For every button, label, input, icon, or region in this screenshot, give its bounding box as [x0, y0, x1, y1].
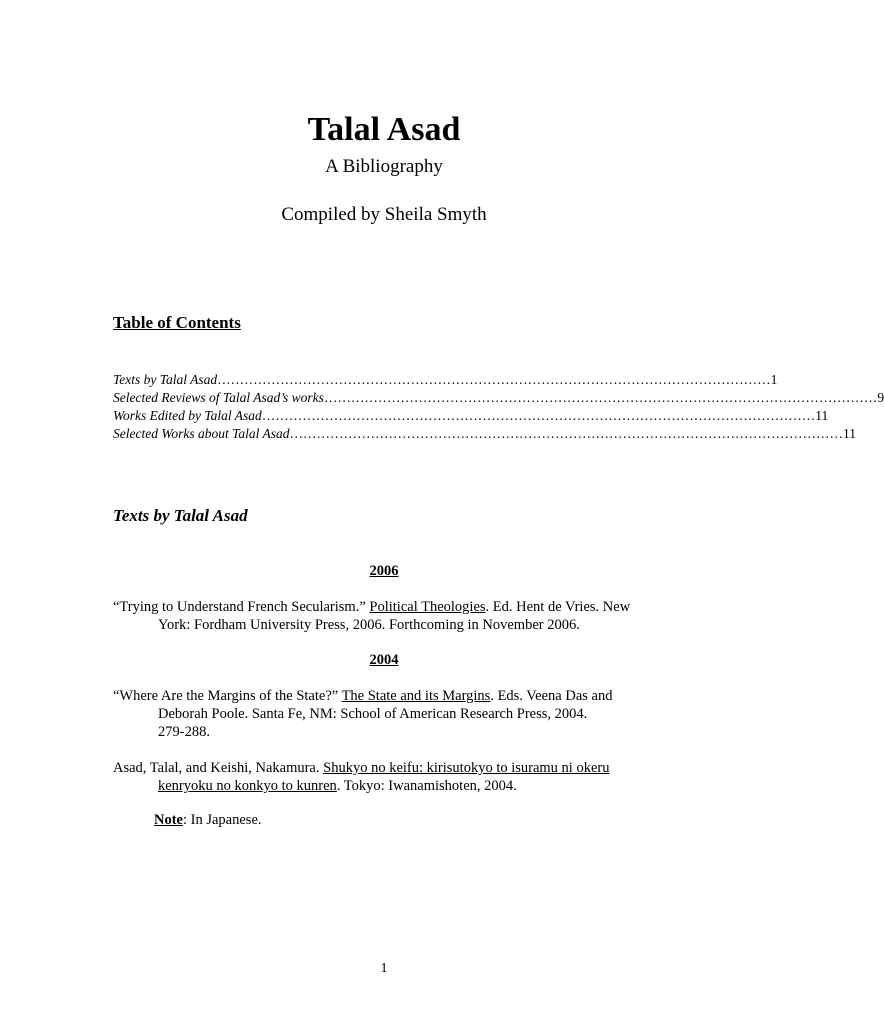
bibliography-entry: [113, 598, 653, 634]
toc-dot-leader: ……………………………………………………………………………………………………………: [217, 372, 771, 387]
toc-item-page: 1: [770, 372, 778, 387]
entry-text: . Ed. Hent de Vries. New: [485, 599, 631, 615]
bibliography-entry: [113, 687, 653, 741]
toc-item[interactable]: [113, 389, 884, 407]
document-subtitle: A Bibliography: [325, 156, 443, 177]
toc-item-page: 11: [815, 408, 829, 423]
note-text: : In Japanese.: [183, 812, 262, 828]
toc-dot-leader: ……………………………………………………………………………………………………………: [323, 390, 878, 405]
entry-line: [113, 777, 653, 795]
table-of-contents: [113, 371, 884, 443]
book-title: Political Theologies: [369, 599, 486, 615]
entry-line: York: Fordham University Press, 2006. Forthcoming in November 2006.: [158, 617, 580, 633]
document-title: Talal Asad: [307, 111, 461, 148]
entry-text: Asad, Talal, and Keishi, Nakamura.: [113, 760, 324, 776]
entry-text: . Tokyo: Iwanamishoten, 2004.: [336, 778, 517, 794]
entry-line: [113, 598, 653, 616]
toc-item[interactable]: [113, 425, 857, 443]
book-title: The State and its Margins: [341, 688, 491, 704]
toc-item[interactable]: [113, 407, 829, 425]
toc-dot-leader: ……………………………………………………………………………………………………………: [261, 408, 816, 423]
toc-item-label: Selected Works about Talal Asad: [113, 426, 290, 441]
toc-item-label: Works Edited by Talal Asad: [113, 408, 262, 423]
section-heading: Texts by Talal Asad: [113, 506, 248, 525]
toc-item-page: 9: [877, 390, 884, 405]
book-title: kenryoku no konkyo to kunren: [158, 778, 337, 794]
toc-heading: Table of Contents: [113, 313, 241, 332]
toc-item-page: 11: [843, 426, 857, 441]
entry-note: [154, 811, 262, 829]
book-title: Shukyo no keifu: kirisutokyo to isuramu ni okeru: [323, 760, 610, 776]
year-heading-2006: 2006: [369, 563, 399, 579]
entry-line: Deborah Poole. Santa Fe, NM: School of American Research Press, 2004.: [158, 706, 588, 722]
compiler-credit: Compiled by Sheila Smyth: [281, 204, 487, 225]
bibliography-entry: [113, 759, 653, 795]
entry-line: [113, 759, 653, 777]
entry-line: 279-288.: [158, 724, 210, 740]
year-heading-2004: 2004: [369, 652, 399, 668]
entry-text: “Trying to Understand French Secularism.”: [113, 599, 370, 615]
toc-item-label: Texts by Talal Asad: [113, 372, 218, 387]
entry-text: . Eds. Veena Das and: [490, 688, 613, 704]
toc-item[interactable]: [113, 371, 778, 389]
entry-line: [113, 687, 653, 705]
page-number: 1: [380, 961, 388, 976]
entry-text: “Where Are the Margins of the State?”: [113, 688, 342, 704]
toc-item-label: Selected Reviews of Talal Asad’s works: [113, 390, 324, 405]
toc-dot-leader: ……………………………………………………………………………………………………………: [289, 426, 844, 441]
note-label: Note: [154, 812, 183, 828]
